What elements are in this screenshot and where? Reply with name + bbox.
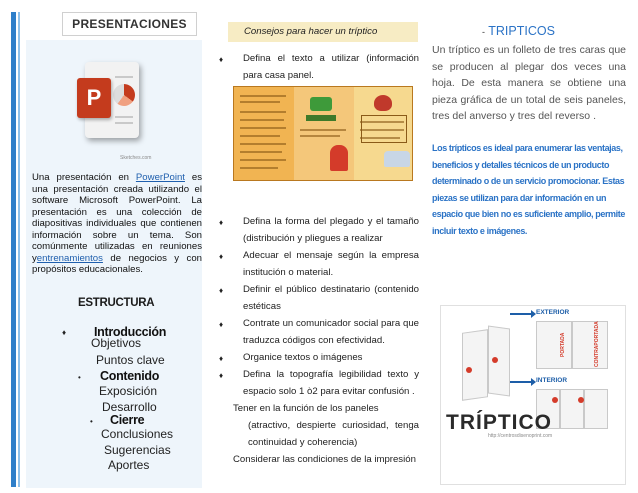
brochure-car-illustration — [384, 151, 410, 167]
brochure-title-box — [361, 115, 407, 143]
powerpoint-logo-icon: P — [77, 78, 111, 118]
dot-bullet-icon: • — [90, 417, 93, 426]
triptico-definition: Un tríptico es un folleto de tres caras que se producen al plegar dos veces una hoja. De esta manera se obtiene una pieza gráfica de un total de seis paneles, tres del anverso y tres del reverso . — [432, 44, 626, 122]
section-head-cierre: Cierre — [110, 413, 145, 427]
tip-item: Contrate un comunicador social para que traduzca códigos con efectividad. — [243, 318, 419, 346]
estructura-heading: ESTRUCTURA — [78, 297, 155, 309]
diamond-bullet-icon: ♦ — [219, 354, 224, 363]
intro-paragraph — [32, 172, 202, 276]
fold-marker-icon — [466, 367, 472, 373]
section-item: Exposición — [99, 384, 158, 398]
triptico-fold-diagram — [440, 305, 626, 485]
presentaciones-title: PRESENTACIONES — [62, 12, 197, 36]
diagram-source-url: http://centrosdisenoprint.com — [488, 433, 553, 439]
section-item: Desarrollo — [102, 400, 157, 414]
diamond-bullet-icon: ♦ — [219, 252, 224, 261]
left-accent-bar — [11, 12, 16, 487]
panel-flat — [584, 389, 608, 429]
panel-flat — [560, 389, 584, 429]
section-head-introduccion: Introducción — [94, 325, 167, 339]
tip-item: Definir el público destinatario (contenido estéticas — [243, 284, 419, 312]
consejos-title: Consejos para hacer un tríptico — [228, 22, 418, 42]
portada-label: PORTADA — [560, 332, 566, 357]
brochure-person-illustration — [330, 145, 348, 171]
left-accent-bar-inner — [18, 12, 20, 487]
triptico-uses: Los trípticos es ideal para enumerar las ventajas, beneficios y detalles técnicos de un producto determinado o de un servicio promocionar. Estas piezas se utilizan para dar información en un espacio que bien no es suficiente amplio, permite incluir texto e imágenes. — [432, 143, 625, 236]
contraportada-label: CONTRAPORTADA — [594, 321, 600, 367]
title-dash: - — [482, 27, 485, 37]
brochure-crest-icon — [374, 95, 392, 111]
diamond-bullet-icon: ♦ — [219, 320, 224, 329]
tip-item: Adecuar el mensaje según la empresa institución o material. — [243, 250, 419, 278]
fold-marker-icon — [578, 397, 584, 403]
arrow-icon — [510, 381, 532, 383]
arrow-icon — [510, 313, 532, 315]
intro-text: de negocios y con propósitos educacionales. — [32, 252, 202, 275]
intro-text: Una presentación en — [32, 172, 136, 183]
tripticos-title — [482, 24, 555, 38]
tip-item: Defina la forma del plegado y el tamaño (distribución y pliegues a realizar — [243, 216, 419, 244]
tip-item: Defina la topografía legibilidad texto y espacio solo 1 ò2 para evitar confusión . — [243, 369, 419, 397]
tip-closing-detail: (atractivo, despierte curiosidad, tenga continuidad y coherencia) — [248, 420, 419, 448]
slide-line — [115, 116, 133, 118]
fold-marker-icon — [492, 357, 498, 363]
section-item: Aportes — [108, 458, 150, 472]
diamond-bullet-icon: ♦ — [219, 371, 224, 380]
brochure-sample-image — [233, 86, 413, 181]
fold-marker-icon — [552, 397, 558, 403]
pie-chart-icon — [113, 84, 135, 106]
image-caption: Sketches.com — [120, 155, 152, 161]
diamond-bullet-icon: ♦ — [62, 328, 67, 337]
diamond-bullet-icon: ♦ — [219, 55, 224, 64]
triptico-big-label: TRÍPTICO — [446, 411, 552, 434]
section-item: Conclusiones — [101, 427, 174, 441]
tip-closing-lead: Tener en la función de los paneles — [233, 403, 379, 414]
panel-flat — [572, 321, 608, 369]
slide-line — [115, 76, 133, 78]
tip-item: Defina el texto a utilizar (información para casa panel. — [243, 53, 419, 81]
powerpoint-image — [75, 58, 161, 164]
tip-item: Organice textos o imágenes — [243, 352, 363, 363]
section-item: Objetivos — [91, 336, 142, 350]
powerpoint-link[interactable]: PowerPoint — [135, 172, 185, 183]
fold-panel — [462, 329, 488, 401]
section-item: Puntos clave — [96, 353, 165, 367]
dot-bullet-icon: • — [78, 373, 81, 382]
section-head-contenido: Contenido — [100, 369, 160, 383]
intro-text: es una presentación creada utilizando el software Microsoft PowerPoint. La presentación es una colección de diapositivas individuales que contienen información sobre un tema. Son comúnmente utilizadas en reuniones y — [32, 172, 202, 264]
tip-closing-print: Considerar las condiciones de la impresión — [233, 454, 416, 465]
entrenamientos-link[interactable]: entrenamientos — [36, 252, 103, 264]
exterior-label: EXTERIOR — [536, 309, 570, 316]
brochure-logo-icon — [310, 97, 332, 111]
diamond-bullet-icon: ♦ — [219, 218, 224, 227]
tripticos-title-text: TRIPTICOS — [488, 24, 555, 38]
brochure-wordmark — [306, 115, 336, 121]
section-item: Sugerencias — [104, 443, 171, 457]
panel-flat — [536, 321, 572, 369]
slide-line — [115, 122, 133, 124]
interior-label: INTERIOR — [536, 377, 568, 384]
diamond-bullet-icon: ♦ — [219, 286, 224, 295]
